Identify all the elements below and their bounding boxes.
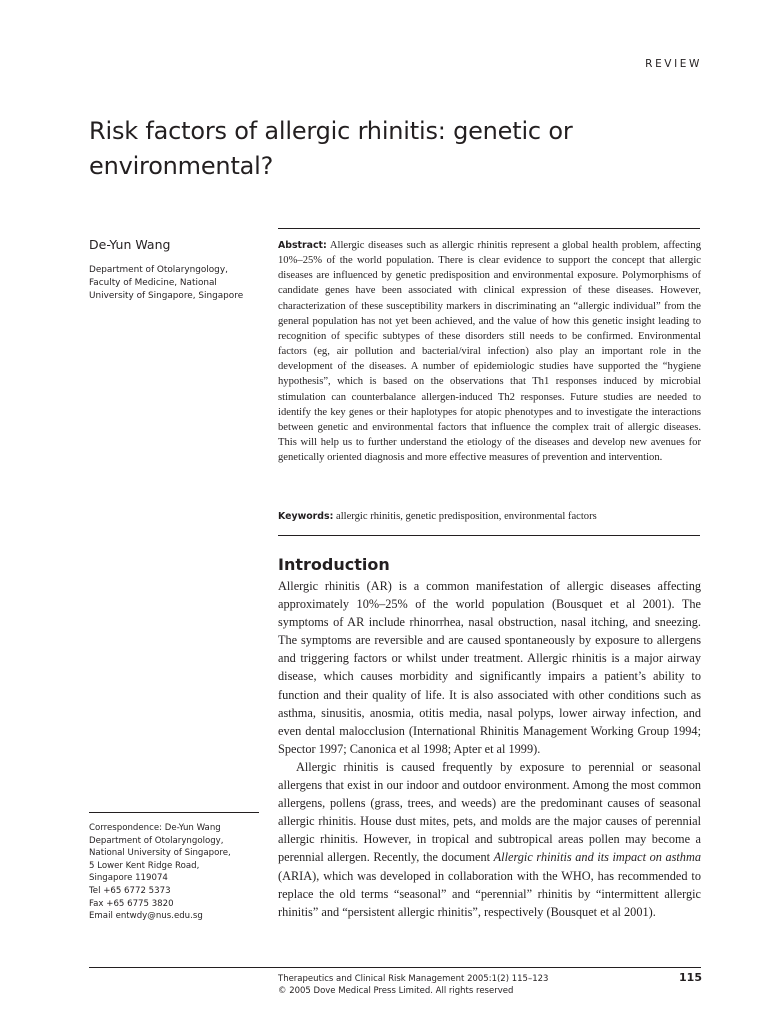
keywords bbox=[278, 509, 701, 524]
correspondence-rule bbox=[89, 812, 259, 813]
correspondence-line: Singapore 119074 bbox=[89, 873, 168, 884]
section-label: REVIEW bbox=[645, 58, 702, 70]
body-paragraph: Allergic rhinitis (AR) is a common manifestation of allergic diseases affecting approximately 10%–25% of the world population (Bousquet et al 2001). The symptoms of AR include rhinorrhea, nasal obstruction, nasal itching, and sneezing. The symptoms are reversible and are caused spontaneously by exposure to allergens and triggering factors or whilst under treatment. Allergic rhinitis is a major airway disease, which causes morbidity and significantly impairs a patient’s ability to function and their quality of life. It is also associated with other conditions such as asthma, sinusitis, anosmia, otitis media, nasal polyps, lower airway infection, and even dental malocclusion (International Rhinitis Management Working Group 1994; Spector 1997; Canonica et al 1998; Apter et al 1999). bbox=[278, 579, 701, 756]
abstract-top-rule bbox=[278, 228, 700, 229]
author-affiliation bbox=[89, 264, 264, 303]
article-title: Risk factors of allergic rhinitis: genetic or environmental? bbox=[89, 117, 573, 180]
author-name: De-Yun Wang bbox=[89, 237, 171, 252]
document-title-italic: Allergic rhinitis and its impact on asthma bbox=[493, 850, 701, 865]
affiliation-line: Faculty of Medicine, National bbox=[89, 278, 217, 288]
affiliation-line: Department of Otolaryngology, bbox=[89, 265, 228, 275]
correspondence-line: Tel +65 6772 5373 bbox=[89, 885, 171, 896]
paragraph-text: (ARIA), which was developed in collaboration with the WHO, has recommended to replace the old terms “seasonal” and “perennial” rhinitis by “intermittent allergic rhinitis” and “persistent allergic rhinitis”, respectively (Bousquet et al 2001). bbox=[278, 868, 701, 919]
abstract bbox=[278, 238, 701, 465]
abstract-bottom-rule bbox=[278, 535, 700, 536]
introduction-body bbox=[278, 577, 701, 921]
abstract-label: Abstract: bbox=[278, 240, 327, 251]
correspondence-line: National University of Singapore, bbox=[89, 848, 231, 859]
body-paragraph bbox=[278, 758, 701, 921]
correspondence-block bbox=[89, 822, 269, 923]
page-number: 115 bbox=[679, 971, 702, 984]
keywords-label: Keywords: bbox=[278, 511, 334, 522]
footer-rule bbox=[89, 967, 701, 968]
introduction-heading: Introduction bbox=[278, 555, 390, 574]
copyright-notice: © 2005 Dove Medical Press Limited. All rights reserved bbox=[278, 986, 514, 996]
correspondence-line: Correspondence: De-Yun Wang bbox=[89, 823, 221, 833]
paragraph-text: Allergic rhinitis is caused frequently by exposure to perennial or seasonal allergens that exist in our indoor and outdoor environment. Among the most common allergens, pollens (grass, trees, and weeds) are the predominant causes of seasonal allergic rhinitis. House dust mites, pets, and molds are the major causes of perennial allergic rhinitis. However, in tropical and subtropical areas pollen may become a perennial allergen. Recently, the document bbox=[278, 759, 701, 865]
keywords-text: allergic rhinitis, genetic predisposition, environmental factors bbox=[336, 511, 597, 522]
affiliation-line: University of Singapore, Singapore bbox=[89, 291, 244, 301]
correspondence-line: 5 Lower Kent Ridge Road, bbox=[89, 860, 200, 871]
journal-citation: Therapeutics and Clinical Risk Management 2005:1(2) 115–123 bbox=[278, 974, 549, 984]
correspondence-line: Email entwdy@nus.edu.sg bbox=[89, 911, 203, 922]
correspondence-line: Fax +65 6775 3820 bbox=[89, 898, 174, 909]
correspondence-line: Department of Otolaryngology, bbox=[89, 835, 224, 846]
footer bbox=[278, 973, 628, 997]
abstract-text: Allergic diseases such as allergic rhinitis represent a global health problem, affecting 10%–25% of the world population. There is clear evidence to support the concept that allergic diseases are influenced by genetic predisposition and environmental exposure. Polymorphisms of candidate genes have been associated with clinical expression of these diseases. However, characterization of these susceptibility markers in discriminating an “allergic individual” from the general population has not yet been achieved, and the value of how this genetic insight leading to recognition of specific subtypes of these disorders still needs to be confirmed. Environmental factors (eg, air pollution and bacterial/viral infection) also play an important role in the development of the diseases. A number of epidemiologic studies have supported the “hygiene hypothesis”, which is based on the observations that Th1 responses induced by microbial stimulation can counterbalance allergen-induced Th2 responses. Future studies are needed to identify the key genes or their haplotypes for atopic phenotypes and to investigate the interactions between genetic and environmental factors that influence the complex trait of allergic diseases. This will help us to further understand the etiology of the diseases and develop new avenues for genetically oriented diagnosis and more effective measures of prevention and intervention. bbox=[278, 240, 701, 464]
